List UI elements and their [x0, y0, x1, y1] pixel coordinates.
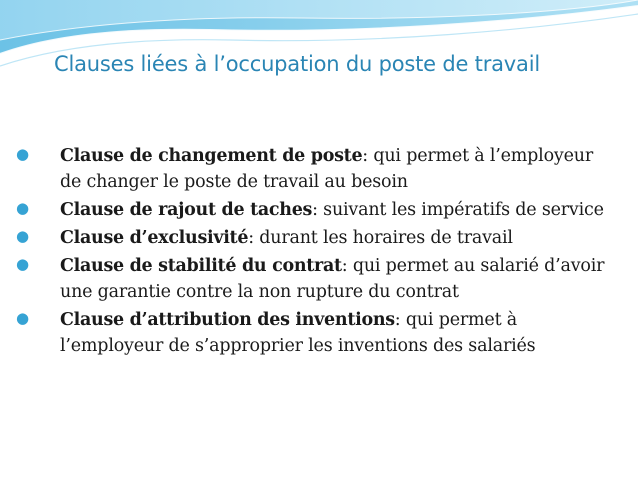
- clause-description: : qui permet au salarié d’avoir une garantie contre la non rupture du contrat: [60, 256, 605, 302]
- clause-term: Clause d’attribution des inventions: [60, 310, 395, 330]
- bullet-dot-icon: ●: [16, 227, 30, 245]
- slide-title: Clauses liées à l’occupation du poste de travail: [54, 52, 540, 76]
- list-item: [16, 225, 616, 251]
- clause-description: : qui permet à l’employeur de s’approprier les inventions des salariés: [60, 310, 536, 356]
- bullet-dot-icon: ●: [16, 199, 30, 217]
- clause-term: Clause de rajout de taches: [60, 200, 313, 220]
- bullet-list: [16, 143, 616, 361]
- list-item: [16, 197, 616, 223]
- list-item: [16, 253, 616, 305]
- list-item: [16, 143, 616, 195]
- bullet-dot-icon: ●: [16, 309, 30, 327]
- clause-description: : suivant les impératifs de service: [312, 200, 604, 220]
- list-item: [16, 307, 616, 359]
- clause-term: Clause de stabilité du contrat: [60, 256, 342, 276]
- clause-term: Clause de changement de poste: [60, 146, 363, 166]
- clause-description: : durant les horaires de travail: [248, 228, 513, 248]
- bullet-dot-icon: ●: [16, 145, 30, 163]
- bullet-dot-icon: ●: [16, 255, 30, 273]
- clause-term: Clause d’exclusivité: [60, 228, 249, 248]
- clause-description: : qui permet à l’employeur de changer le poste de travail au besoin: [60, 146, 593, 192]
